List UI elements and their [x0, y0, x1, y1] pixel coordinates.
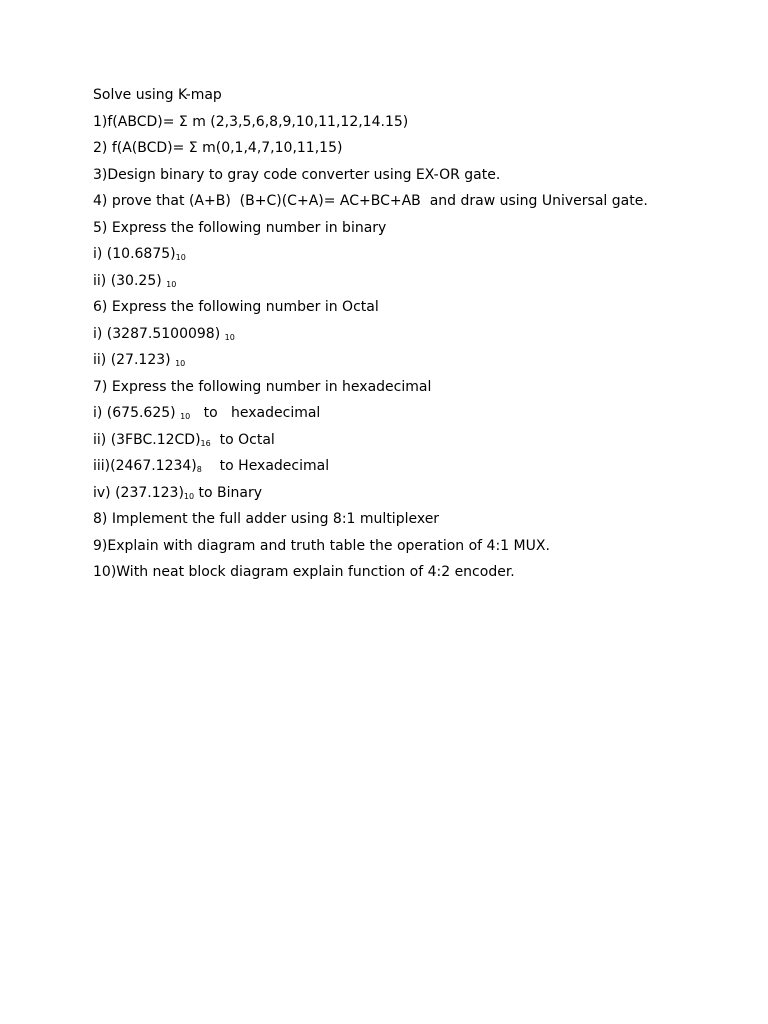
question-10: 10)With neat block diagram explain function of 4:2 encoder. [93, 564, 515, 580]
question-list [93, 86, 733, 590]
question-7-i-tail: to hexadecimal [190, 405, 321, 421]
question-6-ii-base: 10 [175, 359, 186, 368]
question-6-ii [93, 351, 733, 369]
question-7-iv-tail: to Binary [194, 484, 263, 501]
question-7-iii-base: 8 [196, 465, 202, 474]
question-7-iv-text: iv) (237.123) [93, 484, 184, 501]
question-7-iii-text: iii)(2467.1234) [93, 458, 197, 474]
question-7-i-text: i) (675.625) [93, 405, 181, 421]
question-5-ii [93, 272, 733, 290]
question-7-ii-base: 16 [200, 438, 211, 448]
heading: Solve using K-map [93, 87, 222, 103]
question-7-iv [93, 484, 733, 502]
question-9: 9)Explain with diagram and truth table the operation of 4:1 MUX. [93, 537, 550, 554]
question-5-ii-base: 10 [166, 279, 177, 289]
question-6: 6) Express the following number in Octal [93, 299, 379, 315]
question-4: 4) prove that (A+B) (B+C)(C+A)= AC+BC+AB and draw using Universal gate. [93, 193, 648, 209]
question-6-i [93, 325, 733, 343]
question-5: 5) Express the following number in binary [93, 219, 387, 236]
question-7: 7) Express the following number in hexadecimal [93, 378, 432, 395]
question-7-iv-base: 10 [183, 491, 195, 501]
question-7-ii-tail: to Octal [210, 431, 275, 448]
question-7-i [93, 404, 733, 422]
question-7-ii [93, 431, 733, 449]
question-6-i-base: 10 [224, 332, 235, 342]
question-5-i-base: 10 [175, 253, 186, 262]
question-2: 2) f(A(BCD)= Σ m(0,1,4,7,10,11,15) [93, 140, 343, 156]
question-5-i [93, 245, 733, 263]
question-7-iii [93, 457, 733, 475]
question-7-i-base: 10 [180, 412, 191, 421]
question-6-i-text: i) (3287.5100098) [93, 325, 225, 342]
question-7-iii-tail: to Hexadecimal [201, 458, 330, 474]
question-5-ii-text: ii) (30.25) [93, 272, 167, 289]
question-5-i-text: i) (10.6875) [93, 246, 176, 262]
question-6-ii-text: ii) (27.123) [93, 352, 176, 368]
question-1: 1)f(ABCD)= Σ m (2,3,5,6,8,9,10,11,12,14.15) [93, 113, 409, 130]
question-7-ii-text: ii) (3FBC.12CD) [93, 431, 201, 448]
question-8: 8) Implement the full adder using 8:1 multiplexer [93, 511, 440, 527]
question-3: 3)Design binary to gray code converter using EX-OR gate. [93, 166, 501, 183]
